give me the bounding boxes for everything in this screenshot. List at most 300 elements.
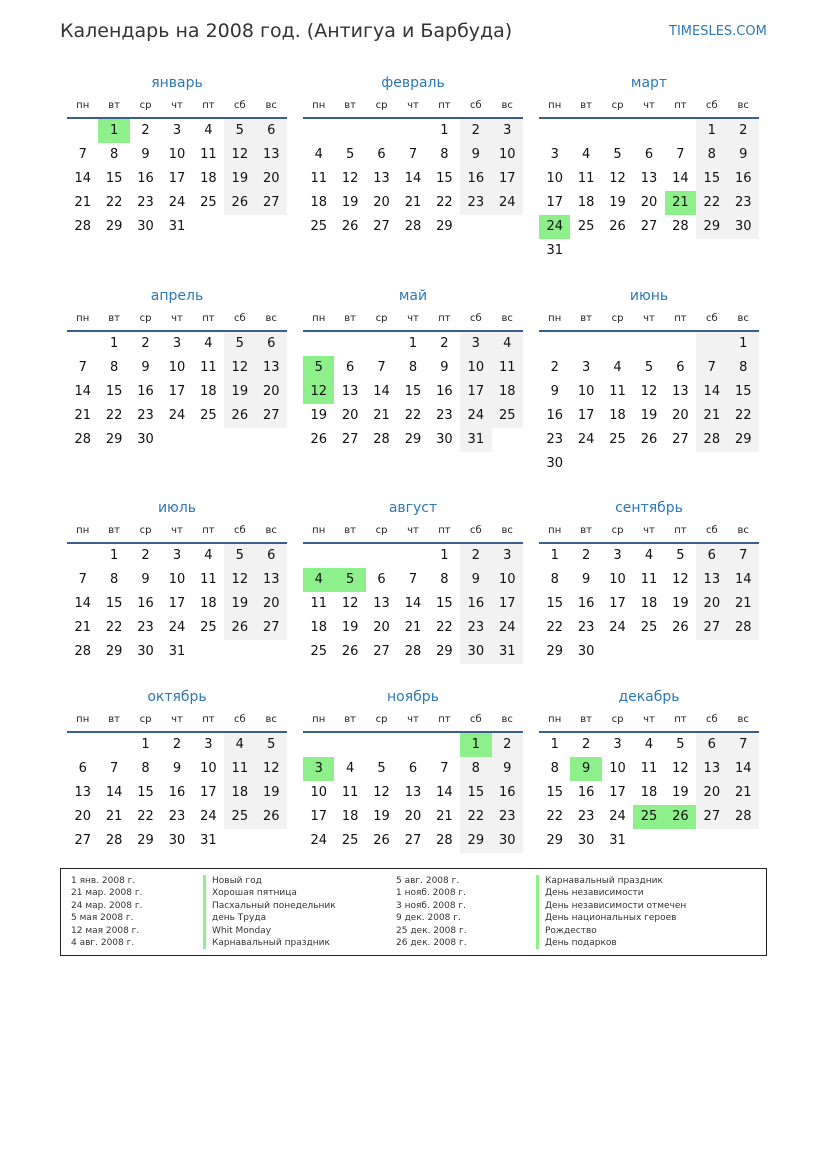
weekday-header: пт — [665, 308, 696, 332]
day-cell: 15 — [728, 380, 759, 404]
month-days-grid — [67, 520, 287, 664]
empty-day-cell — [665, 452, 696, 476]
day-cell: 1 — [408, 336, 418, 351]
holiday-day-cell: 21 — [665, 191, 696, 215]
day-cell: 18 — [640, 596, 658, 611]
day-cell: 8 — [550, 761, 559, 776]
empty-day-cell — [492, 215, 523, 239]
day-cell: 16 — [546, 408, 563, 423]
empty-day-cell — [334, 544, 365, 568]
day-cell: 20 — [256, 167, 287, 191]
day-cell: 2 — [141, 123, 150, 138]
day-cell: 30 — [546, 456, 563, 471]
weekday-header: пн — [67, 95, 98, 119]
day-cell: 1 — [696, 119, 727, 143]
day-cell: 6 — [377, 572, 386, 587]
day-cell: 2 — [460, 544, 491, 568]
weekday-header: пт — [429, 709, 460, 733]
weekday-header: пт — [193, 709, 224, 733]
day-cell: 1 — [728, 332, 759, 356]
day-cell: 1 — [109, 548, 119, 563]
day-cell: 22 — [728, 404, 759, 428]
day-cell: 8 — [109, 572, 119, 587]
day-cell: 11 — [224, 757, 255, 781]
day-cell: 30 — [728, 215, 759, 239]
day-cell: 18 — [310, 195, 327, 210]
weekday-header: вс — [492, 709, 523, 733]
day-cell: 31 — [492, 640, 523, 664]
day-cell: 8 — [696, 143, 727, 167]
day-cell: 23 — [577, 809, 595, 824]
month-days-grid — [539, 709, 759, 853]
day-cell: 29 — [105, 644, 123, 659]
holiday-day-cell: 25 — [633, 805, 664, 829]
legend-date: 21 мар. 2008 г. — [71, 888, 143, 899]
day-cell: 2 — [492, 733, 523, 757]
day-cell: 18 — [310, 620, 327, 635]
weekday-header: вт — [98, 308, 129, 332]
month-calendar — [67, 496, 287, 664]
day-cell: 25 — [310, 219, 327, 234]
holiday-day-cell: 9 — [570, 757, 601, 781]
day-cell: 18 — [200, 171, 217, 186]
day-cell: 22 — [105, 620, 123, 635]
day-cell: 23 — [728, 191, 759, 215]
day-cell: 28 — [436, 833, 453, 848]
day-cell: 4 — [581, 147, 591, 162]
day-cell: 18 — [640, 785, 658, 800]
day-cell: 22 — [137, 809, 154, 824]
legend-holiday-name: Рождество — [536, 925, 686, 937]
day-cell: 31 — [168, 644, 186, 659]
month-calendar — [303, 685, 523, 853]
day-cell: 4 — [644, 548, 654, 563]
day-cell: 9 — [460, 568, 491, 592]
empty-day-cell — [334, 332, 365, 356]
day-cell: 31 — [609, 833, 626, 848]
weekday-header: вс — [728, 95, 759, 119]
month-calendar — [303, 496, 523, 664]
empty-day-cell — [67, 119, 98, 143]
empty-day-cell — [366, 733, 397, 757]
day-cell: 17 — [168, 384, 186, 399]
day-cell: 12 — [672, 761, 689, 776]
day-cell: 9 — [141, 147, 150, 162]
day-cell: 16 — [492, 781, 523, 805]
weekday-header: вс — [256, 709, 287, 733]
day-cell: 21 — [404, 195, 422, 210]
day-cell: 9 — [141, 572, 150, 587]
day-cell: 10 — [609, 572, 626, 587]
weekday-header: ср — [366, 520, 397, 544]
weekday-header: пн — [303, 308, 334, 332]
weekday-header: вт — [334, 709, 365, 733]
day-cell: 14 — [728, 568, 759, 592]
day-cell: 16 — [728, 167, 759, 191]
day-cell: 30 — [137, 432, 154, 447]
day-cell: 22 — [436, 620, 453, 635]
day-cell: 24 — [460, 404, 491, 428]
empty-day-cell — [224, 829, 255, 853]
day-cell: 29 — [728, 428, 759, 452]
day-cell: 9 — [440, 360, 449, 375]
day-cell: 27 — [373, 644, 390, 659]
day-cell: 1 — [440, 548, 449, 563]
day-cell: 29 — [460, 829, 491, 853]
legend-names-left — [203, 875, 336, 949]
day-cell: 21 — [74, 195, 91, 210]
day-cell: 15 — [460, 781, 491, 805]
month-name: октябрь — [147, 689, 207, 705]
day-cell: 3 — [204, 737, 213, 752]
day-cell: 16 — [137, 596, 154, 611]
weekday-header: чт — [161, 709, 192, 733]
day-cell: 30 — [168, 833, 186, 848]
day-cell: 2 — [141, 336, 150, 351]
day-cell: 23 — [137, 620, 154, 635]
day-cell: 27 — [640, 219, 658, 234]
day-cell: 23 — [492, 805, 523, 829]
day-cell: 20 — [256, 592, 287, 616]
day-cell: 13 — [256, 143, 287, 167]
weekday-header: пт — [665, 709, 696, 733]
day-cell: 11 — [609, 384, 626, 399]
day-cell: 16 — [436, 384, 453, 399]
empty-day-cell — [67, 733, 98, 757]
day-cell: 5 — [676, 548, 685, 563]
day-cell: 8 — [460, 757, 491, 781]
weekday-header: пт — [665, 520, 696, 544]
weekday-header: пн — [539, 308, 570, 332]
day-cell: 27 — [696, 805, 727, 829]
empty-day-cell — [539, 119, 570, 143]
weekday-header: сб — [696, 709, 727, 733]
month-days-grid — [539, 308, 759, 476]
day-cell: 26 — [672, 620, 689, 635]
day-cell: 24 — [492, 191, 523, 215]
day-cell: 20 — [256, 380, 287, 404]
site-link[interactable]: TIMESLES.COM — [669, 24, 767, 39]
day-cell: 14 — [74, 384, 91, 399]
day-cell: 6 — [256, 119, 287, 143]
day-cell: 11 — [200, 147, 217, 162]
empty-day-cell — [303, 733, 334, 757]
empty-day-cell — [602, 332, 633, 356]
day-cell: 9 — [550, 384, 559, 399]
day-cell: 11 — [200, 360, 217, 375]
day-cell: 7 — [408, 147, 418, 162]
day-cell: 30 — [137, 644, 154, 659]
month-days-grid — [539, 95, 759, 263]
day-cell: 31 — [546, 243, 563, 258]
day-cell: 6 — [696, 544, 727, 568]
day-cell: 17 — [310, 809, 327, 824]
day-cell: 15 — [436, 596, 453, 611]
empty-day-cell — [633, 452, 664, 476]
empty-day-cell — [303, 332, 334, 356]
weekday-header: ср — [130, 95, 161, 119]
empty-day-cell — [665, 119, 696, 143]
day-cell: 21 — [373, 408, 390, 423]
day-cell: 14 — [696, 380, 727, 404]
day-cell: 25 — [200, 620, 217, 635]
legend-date: 4 авг. 2008 г. — [71, 937, 135, 948]
day-cell: 15 — [105, 384, 123, 399]
day-cell: 24 — [609, 809, 626, 824]
day-cell: 22 — [546, 620, 563, 635]
day-cell: 22 — [105, 408, 123, 423]
holiday-day-cell: 26 — [665, 805, 696, 829]
weekday-header: ср — [602, 709, 633, 733]
day-cell: 27 — [256, 191, 287, 215]
weekday-header: вс — [728, 520, 759, 544]
day-cell: 26 — [256, 805, 287, 829]
month-days-grid — [303, 520, 523, 664]
day-cell: 28 — [373, 432, 390, 447]
weekday-header: ср — [130, 308, 161, 332]
legend-date: 5 авг. 2008 г. — [396, 876, 460, 886]
day-cell: 27 — [74, 833, 91, 848]
weekday-header: чт — [633, 709, 664, 733]
weekday-header: пт — [193, 308, 224, 332]
day-cell: 13 — [373, 596, 390, 611]
empty-day-cell — [633, 239, 664, 263]
day-cell: 19 — [373, 809, 390, 824]
day-cell: 26 — [224, 191, 255, 215]
legend-holiday-name: Хорошая пятница — [203, 887, 336, 899]
weekday-header: чт — [633, 308, 664, 332]
empty-day-cell — [570, 332, 601, 356]
day-cell: 23 — [436, 408, 453, 423]
holiday-day-cell: 5 — [334, 568, 365, 592]
month-calendar — [67, 284, 287, 452]
day-cell: 12 — [341, 596, 359, 611]
weekday-header: вт — [570, 709, 601, 733]
day-cell: 16 — [137, 171, 154, 186]
weekday-header: вс — [492, 95, 523, 119]
weekday-header: вс — [256, 520, 287, 544]
day-cell: 4 — [644, 737, 654, 752]
day-cell: 15 — [546, 785, 563, 800]
day-cell: 18 — [577, 195, 595, 210]
weekday-header: чт — [397, 709, 428, 733]
weekday-header: чт — [161, 308, 192, 332]
day-cell: 3 — [492, 544, 523, 568]
day-cell: 1 — [550, 737, 559, 752]
legend-date: 25 дек. 2008 г. — [396, 925, 467, 936]
day-cell: 7 — [78, 360, 87, 375]
day-cell: 28 — [74, 644, 91, 659]
day-cell: 12 — [609, 171, 626, 186]
day-cell: 24 — [168, 195, 186, 210]
day-cell: 27 — [696, 616, 727, 640]
day-cell: 29 — [546, 644, 563, 659]
day-cell: 13 — [256, 356, 287, 380]
weekday-header: пн — [539, 709, 570, 733]
day-cell: 20 — [373, 195, 390, 210]
day-cell: 23 — [577, 620, 595, 635]
day-cell: 6 — [408, 761, 418, 776]
empty-day-cell — [570, 452, 601, 476]
weekday-header: сб — [224, 95, 255, 119]
weekday-header: вт — [334, 520, 365, 544]
day-cell: 26 — [373, 833, 390, 848]
day-cell: 11 — [640, 761, 658, 776]
weekday-header: пн — [303, 520, 334, 544]
weekday-header: ср — [366, 95, 397, 119]
day-cell: 7 — [109, 761, 119, 776]
weekday-header: вт — [98, 709, 129, 733]
day-cell: 23 — [546, 432, 563, 447]
weekday-header: пн — [539, 95, 570, 119]
empty-day-cell — [728, 452, 759, 476]
empty-day-cell — [256, 829, 287, 853]
day-cell: 11 — [310, 171, 327, 186]
day-cell: 25 — [492, 404, 523, 428]
month-calendar — [67, 685, 287, 853]
day-cell: 13 — [404, 785, 422, 800]
month-days-grid — [539, 520, 759, 664]
day-cell: 28 — [728, 805, 759, 829]
month-calendar — [539, 496, 759, 664]
day-cell: 7 — [78, 572, 87, 587]
holiday-day-cell: 4 — [303, 568, 334, 592]
day-cell: 24 — [609, 620, 626, 635]
empty-day-cell — [633, 119, 664, 143]
empty-day-cell — [303, 544, 334, 568]
day-cell: 21 — [728, 592, 759, 616]
day-cell: 25 — [200, 195, 217, 210]
day-cell: 6 — [696, 733, 727, 757]
day-cell: 23 — [168, 809, 186, 824]
day-cell: 16 — [577, 785, 595, 800]
day-cell: 25 — [609, 432, 626, 447]
day-cell: 26 — [224, 404, 255, 428]
day-cell: 29 — [105, 219, 123, 234]
empty-day-cell — [696, 640, 727, 664]
month-calendar — [539, 71, 759, 263]
day-cell: 5 — [613, 147, 622, 162]
day-cell: 10 — [492, 568, 523, 592]
weekday-header: пн — [303, 95, 334, 119]
day-cell: 22 — [460, 805, 491, 829]
weekday-header: чт — [161, 520, 192, 544]
day-cell: 30 — [460, 640, 491, 664]
day-cell: 19 — [224, 380, 255, 404]
empty-day-cell — [633, 332, 664, 356]
day-cell: 10 — [577, 384, 595, 399]
day-cell: 17 — [577, 408, 595, 423]
empty-day-cell — [602, 640, 633, 664]
day-cell: 23 — [460, 616, 491, 640]
legend-holiday-name: День независимости отмечен — [536, 900, 686, 912]
day-cell: 18 — [200, 596, 217, 611]
weekday-header: пн — [67, 308, 98, 332]
holiday-day-cell: 3 — [303, 757, 334, 781]
day-cell: 28 — [404, 644, 422, 659]
day-cell: 29 — [546, 833, 563, 848]
day-cell: 6 — [377, 147, 386, 162]
day-cell: 28 — [696, 428, 727, 452]
day-cell: 10 — [200, 761, 217, 776]
month-days-grid — [67, 709, 287, 853]
weekday-header: сб — [224, 308, 255, 332]
day-cell: 19 — [672, 785, 689, 800]
weekday-header: пн — [539, 520, 570, 544]
day-cell: 28 — [672, 219, 689, 234]
day-cell: 14 — [728, 757, 759, 781]
day-cell: 17 — [609, 785, 626, 800]
day-cell: 11 — [492, 356, 523, 380]
day-cell: 20 — [696, 592, 727, 616]
holiday-day-cell: 1 — [98, 119, 129, 143]
empty-day-cell — [602, 119, 633, 143]
day-cell: 5 — [345, 147, 355, 162]
day-cell: 25 — [310, 644, 327, 659]
day-cell: 28 — [105, 833, 123, 848]
day-cell: 16 — [137, 384, 154, 399]
legend-dates-left — [71, 875, 142, 949]
empty-day-cell — [633, 829, 664, 853]
month-calendar — [67, 71, 287, 239]
day-cell: 24 — [200, 809, 217, 824]
month-name: март — [630, 75, 668, 91]
weekday-header: пт — [193, 520, 224, 544]
month-calendar — [303, 71, 523, 239]
day-cell: 9 — [492, 757, 523, 781]
day-cell: 29 — [404, 432, 422, 447]
day-cell: 6 — [644, 147, 654, 162]
day-cell: 27 — [672, 432, 689, 447]
month-calendar — [539, 685, 759, 853]
empty-day-cell — [161, 428, 192, 452]
day-cell: 30 — [577, 833, 595, 848]
holiday-day-cell: 1 — [460, 733, 491, 757]
day-cell: 23 — [137, 195, 154, 210]
month-days-grid — [303, 95, 523, 239]
weekday-header: ср — [602, 308, 633, 332]
empty-day-cell — [397, 119, 428, 143]
day-cell: 16 — [577, 596, 595, 611]
day-cell: 11 — [341, 785, 359, 800]
day-cell: 19 — [609, 195, 626, 210]
day-cell: 20 — [74, 809, 91, 824]
month-days-grid — [303, 308, 523, 452]
day-cell: 8 — [408, 360, 418, 375]
day-cell: 27 — [404, 833, 422, 848]
day-cell: 31 — [460, 428, 491, 452]
day-cell: 26 — [341, 644, 359, 659]
weekday-header: сб — [460, 308, 491, 332]
weekday-header: вт — [570, 308, 601, 332]
month-name: сентябрь — [615, 500, 683, 516]
day-cell: 16 — [460, 592, 491, 616]
day-cell: 19 — [310, 408, 327, 423]
empty-day-cell — [602, 452, 633, 476]
day-cell: 20 — [672, 408, 689, 423]
day-cell: 23 — [460, 191, 491, 215]
weekday-header: ср — [602, 95, 633, 119]
day-cell: 15 — [137, 785, 154, 800]
month-name: июль — [157, 500, 197, 516]
day-cell: 15 — [105, 171, 123, 186]
day-cell: 18 — [341, 809, 359, 824]
day-cell: 13 — [373, 171, 390, 186]
day-cell: 12 — [224, 356, 255, 380]
day-cell: 3 — [172, 336, 182, 351]
empty-day-cell — [696, 452, 727, 476]
weekday-header: сб — [460, 520, 491, 544]
